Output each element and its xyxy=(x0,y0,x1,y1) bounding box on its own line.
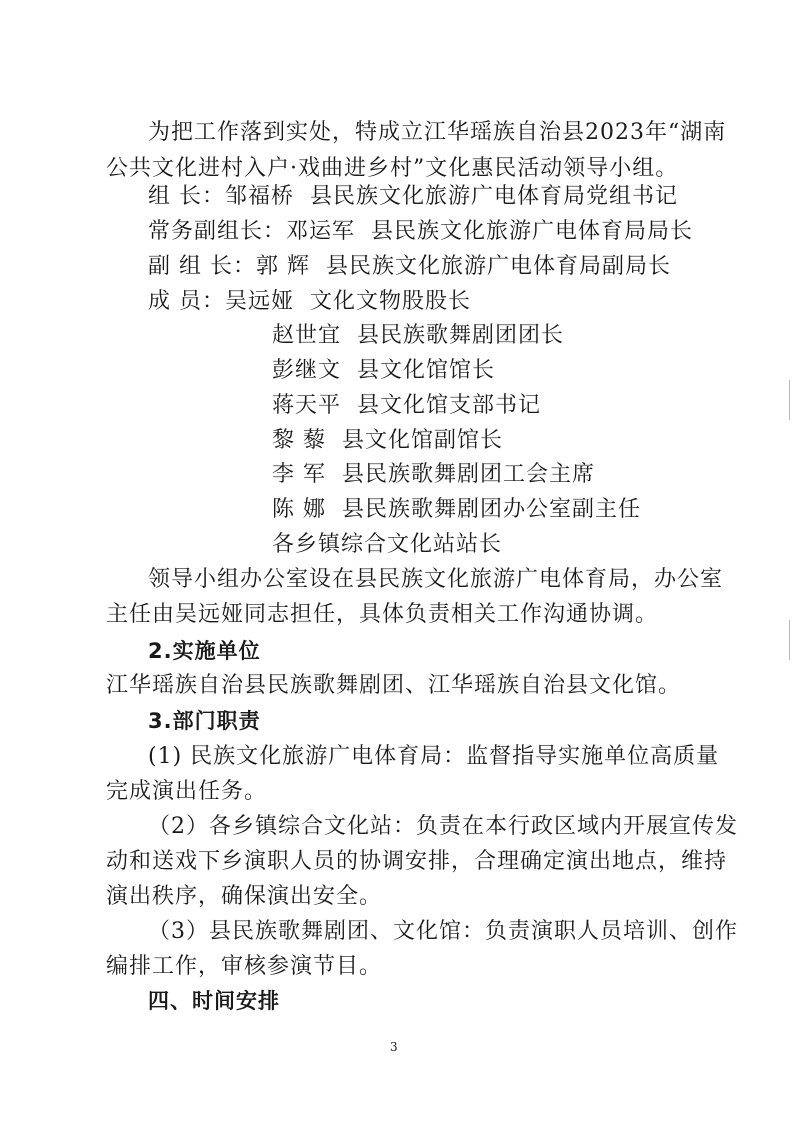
duty-1-line-1: (1) 民族文化旅游广电体育局：监督指导实施单位高质量 xyxy=(148,744,720,769)
scan-edge-mark xyxy=(789,380,790,420)
leader-name: 邹福桥 xyxy=(225,184,295,209)
section-4-heading: 四、时间安排 xyxy=(148,989,280,1013)
leader-title: 县民族文化旅游广电体育局副局长 xyxy=(326,254,672,279)
role-label: 组 长： xyxy=(148,184,225,209)
member-row xyxy=(272,356,495,386)
member-row xyxy=(272,391,541,421)
leader-row-members xyxy=(148,287,471,317)
member-name: 彭继文 xyxy=(272,358,342,383)
office-line-1: 领导小组办公室设在县民族文化旅游广电体育局，办公室 xyxy=(148,567,724,592)
leader-row-executive-deputy xyxy=(148,217,693,247)
duty-3-line-1: （3）县民族歌舞剧团、文化馆：负责演职人员培训、创作 xyxy=(148,919,738,944)
member-row xyxy=(272,426,503,456)
intro-line-1: 为把工作落到实处，特成立江华瑶族自治县2023年“湖南 xyxy=(148,120,727,145)
role-label: 成 员： xyxy=(148,289,225,314)
duty-2-line-3: 演出秩序，确保演出安全。 xyxy=(106,884,383,909)
leader-row-leader xyxy=(148,182,678,212)
member-title: 县文化馆副馆长 xyxy=(342,428,504,453)
member-row xyxy=(272,530,502,560)
member-row xyxy=(272,495,641,525)
leader-title: 县民族文化旅游广电体育局局长 xyxy=(371,219,694,244)
member-row xyxy=(272,321,564,351)
member-title: 县民族歌舞剧团工会主席 xyxy=(342,462,596,487)
member-row xyxy=(272,460,595,490)
member-name: 赵世宜 xyxy=(272,323,342,348)
member-name: 各乡镇综合文化站站长 xyxy=(272,532,503,557)
role-label: 副 组 长： xyxy=(148,254,256,279)
intro-line-2: 公共文化进村入户·戏曲进乡村”文化惠民活动领导小组。 xyxy=(106,156,679,181)
leader-title: 文化文物股股长 xyxy=(310,289,472,314)
office-line-2: 主任由吴远娅同志担任，具体负责相关工作沟通协调。 xyxy=(106,602,659,627)
duty-3-line-2: 编排工作，审核参演节目。 xyxy=(106,954,383,979)
member-title: 县文化馆馆长 xyxy=(357,358,496,383)
duty-1-line-2: 完成演出任务。 xyxy=(106,779,268,804)
leader-row-deputy xyxy=(148,252,671,282)
member-title: 县文化馆支部书记 xyxy=(357,393,542,418)
leader-name: 邓运军 xyxy=(286,219,356,244)
leader-name: 吴远娅 xyxy=(225,289,295,314)
member-name: 陈 娜 xyxy=(272,497,326,522)
section-3-heading: 3.部门职责 xyxy=(148,709,261,733)
duty-2-line-1: （2）各乡镇综合文化站：负责在本行政区域内开展宣传发 xyxy=(148,814,738,839)
scan-edge-mark xyxy=(789,620,790,660)
page-number: 3 xyxy=(390,1040,398,1054)
member-title: 县民族歌舞剧团团长 xyxy=(357,323,565,348)
section-2-text: 江华瑶族自治县民族歌舞剧团、江华瑶族自治县文化馆。 xyxy=(106,673,682,698)
member-name: 李 军 xyxy=(272,462,326,487)
member-title: 县民族歌舞剧团办公室副主任 xyxy=(342,497,642,522)
member-name: 蒋天平 xyxy=(272,393,342,418)
section-2-heading: 2.实施单位 xyxy=(148,639,261,663)
member-name: 黎 藜 xyxy=(272,428,326,453)
leader-title: 县民族文化旅游广电体育局党组书记 xyxy=(310,184,679,209)
role-label: 常务副组长： xyxy=(148,219,287,244)
duty-2-line-2: 动和送戏下乡演职人员的协调安排，合理确定演出地点，维持 xyxy=(106,849,728,874)
leader-name: 郭 辉 xyxy=(256,254,310,279)
